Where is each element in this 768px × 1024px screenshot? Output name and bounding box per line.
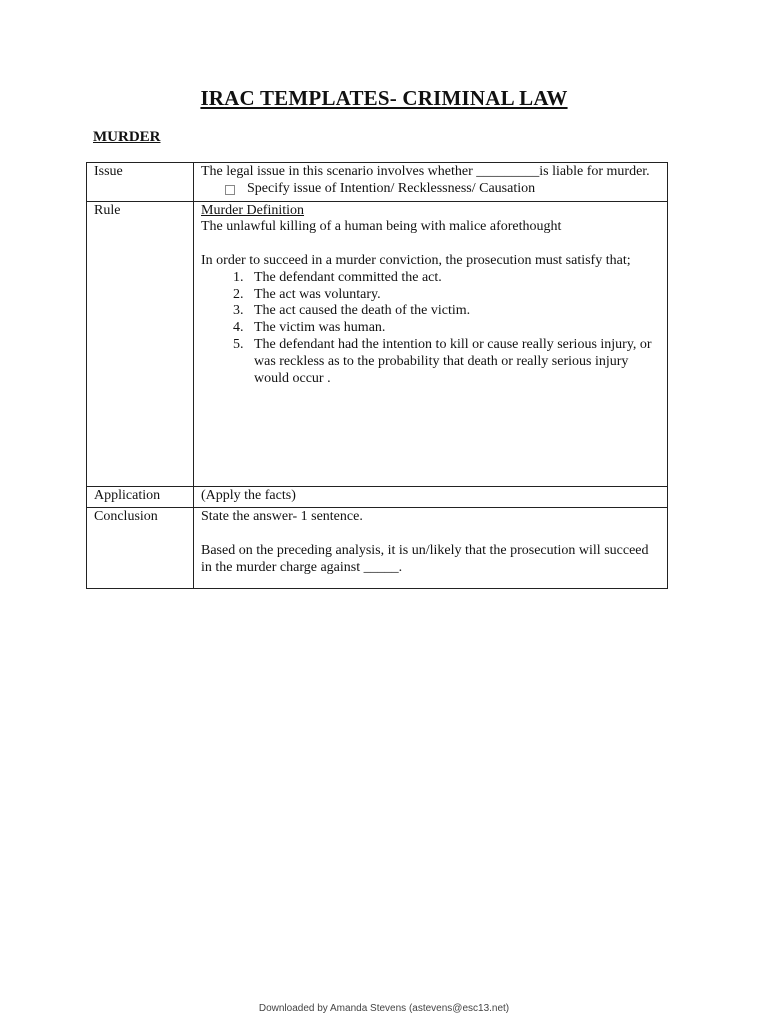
conclusion-label: Conclusion [87, 508, 194, 589]
rule-element-list [201, 270, 661, 388]
rule-intro: In order to succeed in a murder conviction, the prosecution must satisfy that; [201, 252, 631, 268]
checkbox-bullet-icon [225, 185, 235, 195]
issue-text: The legal issue in this scenario involves whether _________is liable for murder. [201, 164, 650, 179]
document-title: IRAC TEMPLATES- CRIMINAL LAW [200, 86, 568, 110]
issue-content [194, 163, 668, 202]
application-row [87, 486, 668, 508]
conclusion-content [194, 508, 668, 589]
application-label: Application [87, 486, 194, 508]
section-heading: MURDER [93, 129, 161, 145]
conclusion-text-2: Based on the preceding analysis, it is un/likely that the prosecution will succeed in the murder charge against _____. [201, 542, 649, 575]
rule-element: 3. The act caused the death of the victim. [247, 303, 661, 320]
rule-definition: The unlawful killing of a human being with malice aforethought [201, 219, 562, 235]
rule-label: Rule [87, 201, 194, 486]
issue-bullet-text: Specify issue of Intention/ Recklessness/ Causation [247, 180, 536, 196]
rule-content [194, 201, 668, 486]
rule-element: 2. The act was voluntary. [247, 287, 661, 304]
rule-element: 5. The defendant had the intention to kill or cause really serious injury, or was reckless as to the probability that death or really serious injury would occur . [247, 337, 661, 387]
application-content [194, 486, 668, 508]
conclusion-row [87, 508, 668, 589]
irac-table [86, 162, 668, 589]
issue-label: Issue [87, 163, 194, 202]
download-footer: Downloaded by Amanda Stevens (astevens@esc13.net) [258, 1003, 510, 1014]
rule-heading: Murder Definition [201, 202, 305, 218]
rule-element: 1. The defendant committed the act. [247, 270, 661, 287]
rule-row [87, 201, 668, 486]
application-text: (Apply the facts) [201, 487, 296, 503]
issue-row [87, 163, 668, 202]
issue-bullet [201, 181, 661, 198]
conclusion-text: State the answer- 1 sentence. [201, 509, 363, 525]
rule-element: 4. The victim was human. [247, 320, 661, 337]
